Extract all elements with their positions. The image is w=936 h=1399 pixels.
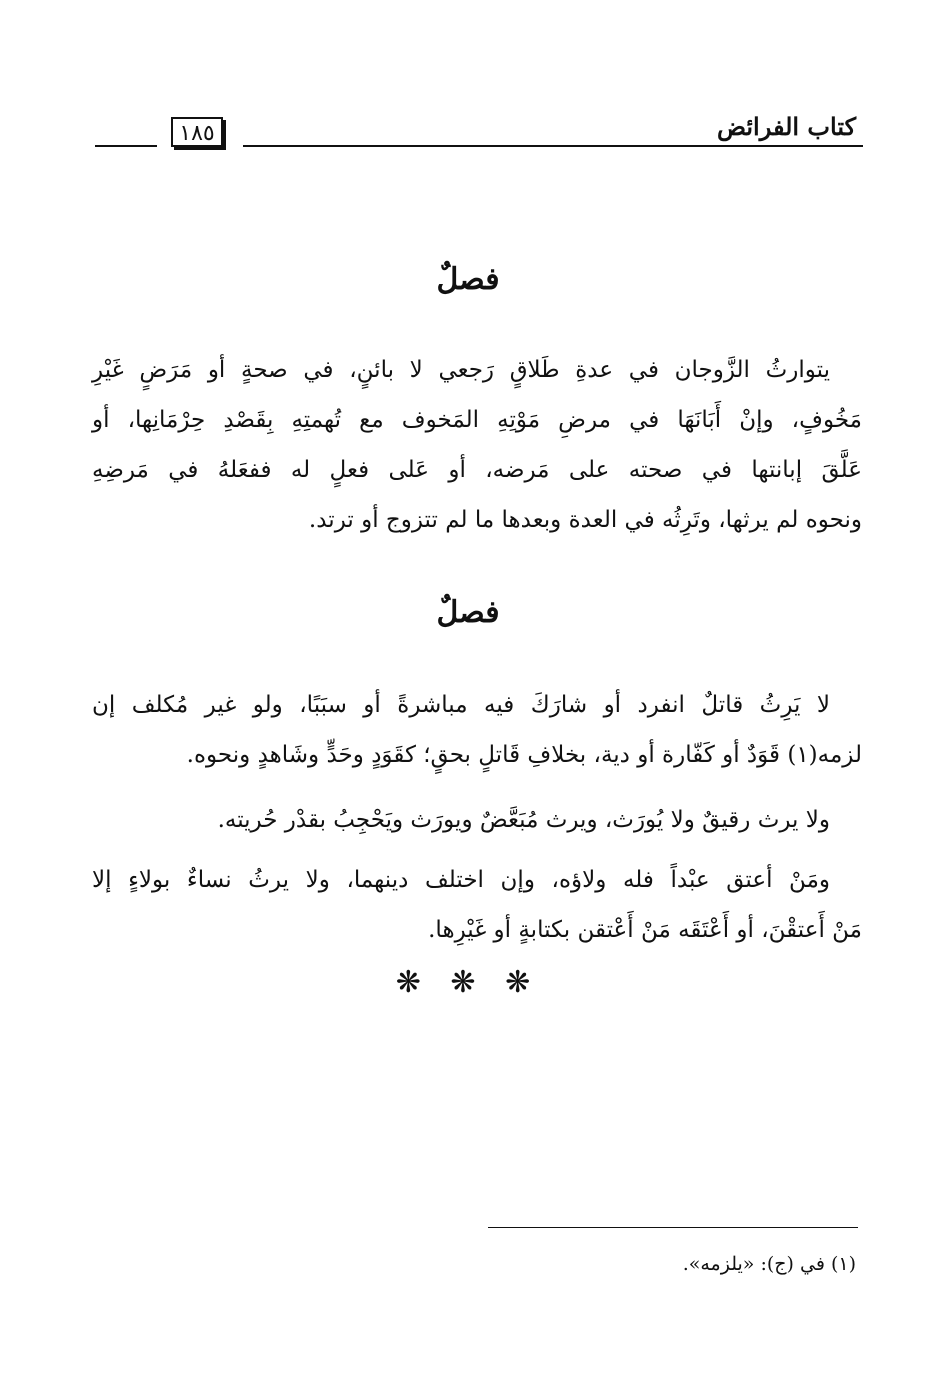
text-line: مَخُوفٍ، وإنْ أَبَانَهَا في مرضِ مَوْتِهِ المَخوف مع تُهمتِهِ بِقَصْدِ حِرْمَانِها، أو	[92, 407, 862, 433]
page-number: ١٨٥	[171, 117, 223, 147]
text-line: يتوارثُ الزَّوجان في عدةِ طَلاقٍ رَجعي لا بائنٍ، في صحةٍ أو مَرَضٍ غَيْرِ	[92, 357, 830, 383]
paragraph	[92, 795, 862, 845]
ornament-stars: ❋ ❋ ❋	[395, 965, 541, 1000]
footnote-rule	[488, 1227, 858, 1228]
paragraph	[92, 855, 862, 955]
footnote: (١) في (ج): «يلزمه».	[682, 1253, 856, 1275]
text-line: عَلَّقَ إبانتها في صحته على مَرضه، أو عَلى فعلٍ له ففعَلهُ في مَرضِهِ	[92, 457, 862, 483]
paragraph	[92, 680, 862, 780]
section-heading: فصلٌ	[436, 262, 500, 297]
text-line: ومَنْ أعتق عبْداً فله ولاؤه، وإن اختلف دينهما، ولا يرثُ نساءٌ بولاءٍ إلا	[92, 867, 830, 893]
section-heading: فصلٌ	[436, 595, 500, 630]
text-line: لزمه(١) قَوَدٌ أو كَفّارة أو دية، بخلافِ قَاتلٍ بحقٍ؛ كقَوَدٍ وحَدٍّ وشَاهدٍ ونحوه.	[186, 742, 862, 768]
text-line: لا يَرِثُ قاتلٌ انفرد أو شارَكَ فيه مباشرةً أو سبَبًا، ولو غير مُكلف إن	[92, 692, 830, 718]
header-rule-right	[243, 145, 863, 147]
running-title: كتاب الفرائض	[716, 112, 856, 141]
header-rule-left	[95, 145, 157, 147]
text-line: ونحوه لم يرثها، وتَرِثُه في العدة وبعدها ما لم تتزوج أو ترتد.	[308, 507, 862, 533]
text-line: ولا يرث رقيقٌ ولا يُورَث، ويرث مُبَعَّضٌ ويورَث ويَحْجِبُ بقدْر حُريته.	[217, 807, 830, 833]
paragraph	[92, 345, 862, 545]
text-line: مَنْ أَعتقْنَ، أو أَعْتَقَه مَنْ أَعْتقن بكتابةٍ أو غَيْرِها.	[428, 917, 862, 943]
